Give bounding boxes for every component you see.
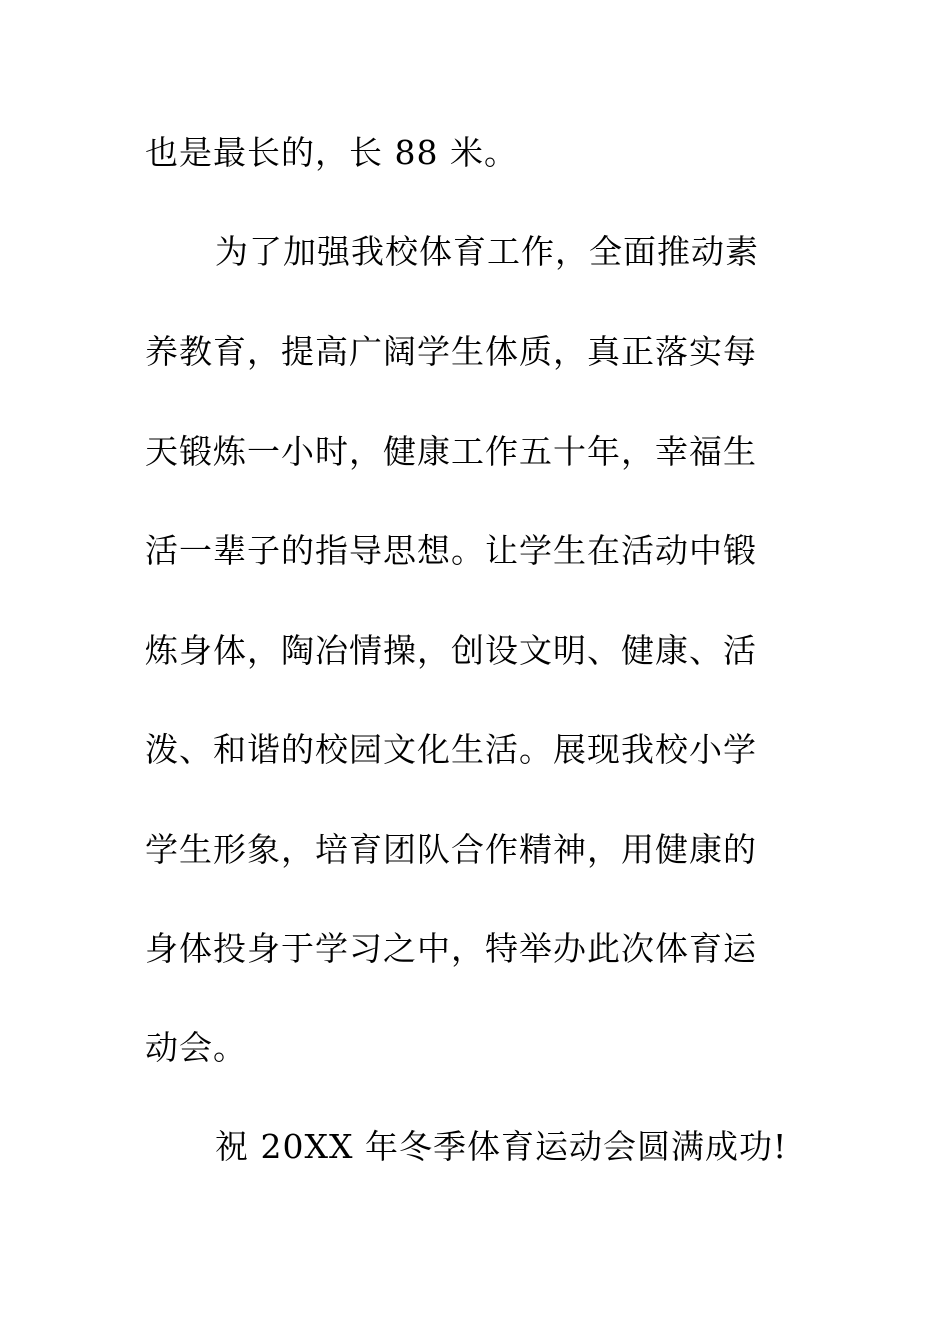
paragraph-line: 为了加强我校体育工作，全面推动素 bbox=[215, 232, 759, 271]
paragraph-line: 学生形象，培育团队合作精神，用健康的 bbox=[145, 830, 757, 869]
closing-line: 祝 20XX 年冬季体育运动会圆满成功! bbox=[215, 1127, 788, 1166]
paragraph-line: 身体投身于学习之中，特举办此次体育运 bbox=[145, 929, 757, 968]
paragraph-line: 动会。 bbox=[145, 1028, 247, 1067]
paragraph-line: 养教育，提高广阔学生体质，真正落实每 bbox=[145, 332, 757, 371]
paragraph-line: 活一辈子的指导思想。让学生在活动中锻 bbox=[145, 531, 757, 570]
paragraph-line: 炼身体，陶冶情操，创设文明、健康、活 bbox=[145, 631, 757, 670]
paragraph-line: 天锻炼一小时，健康工作五十年，幸福生 bbox=[145, 432, 757, 471]
paragraph-line: 也是最长的，长 88 米。 bbox=[145, 133, 518, 172]
paragraph-line: 泼、和谐的校园文化生活。展现我校小学 bbox=[145, 730, 757, 769]
